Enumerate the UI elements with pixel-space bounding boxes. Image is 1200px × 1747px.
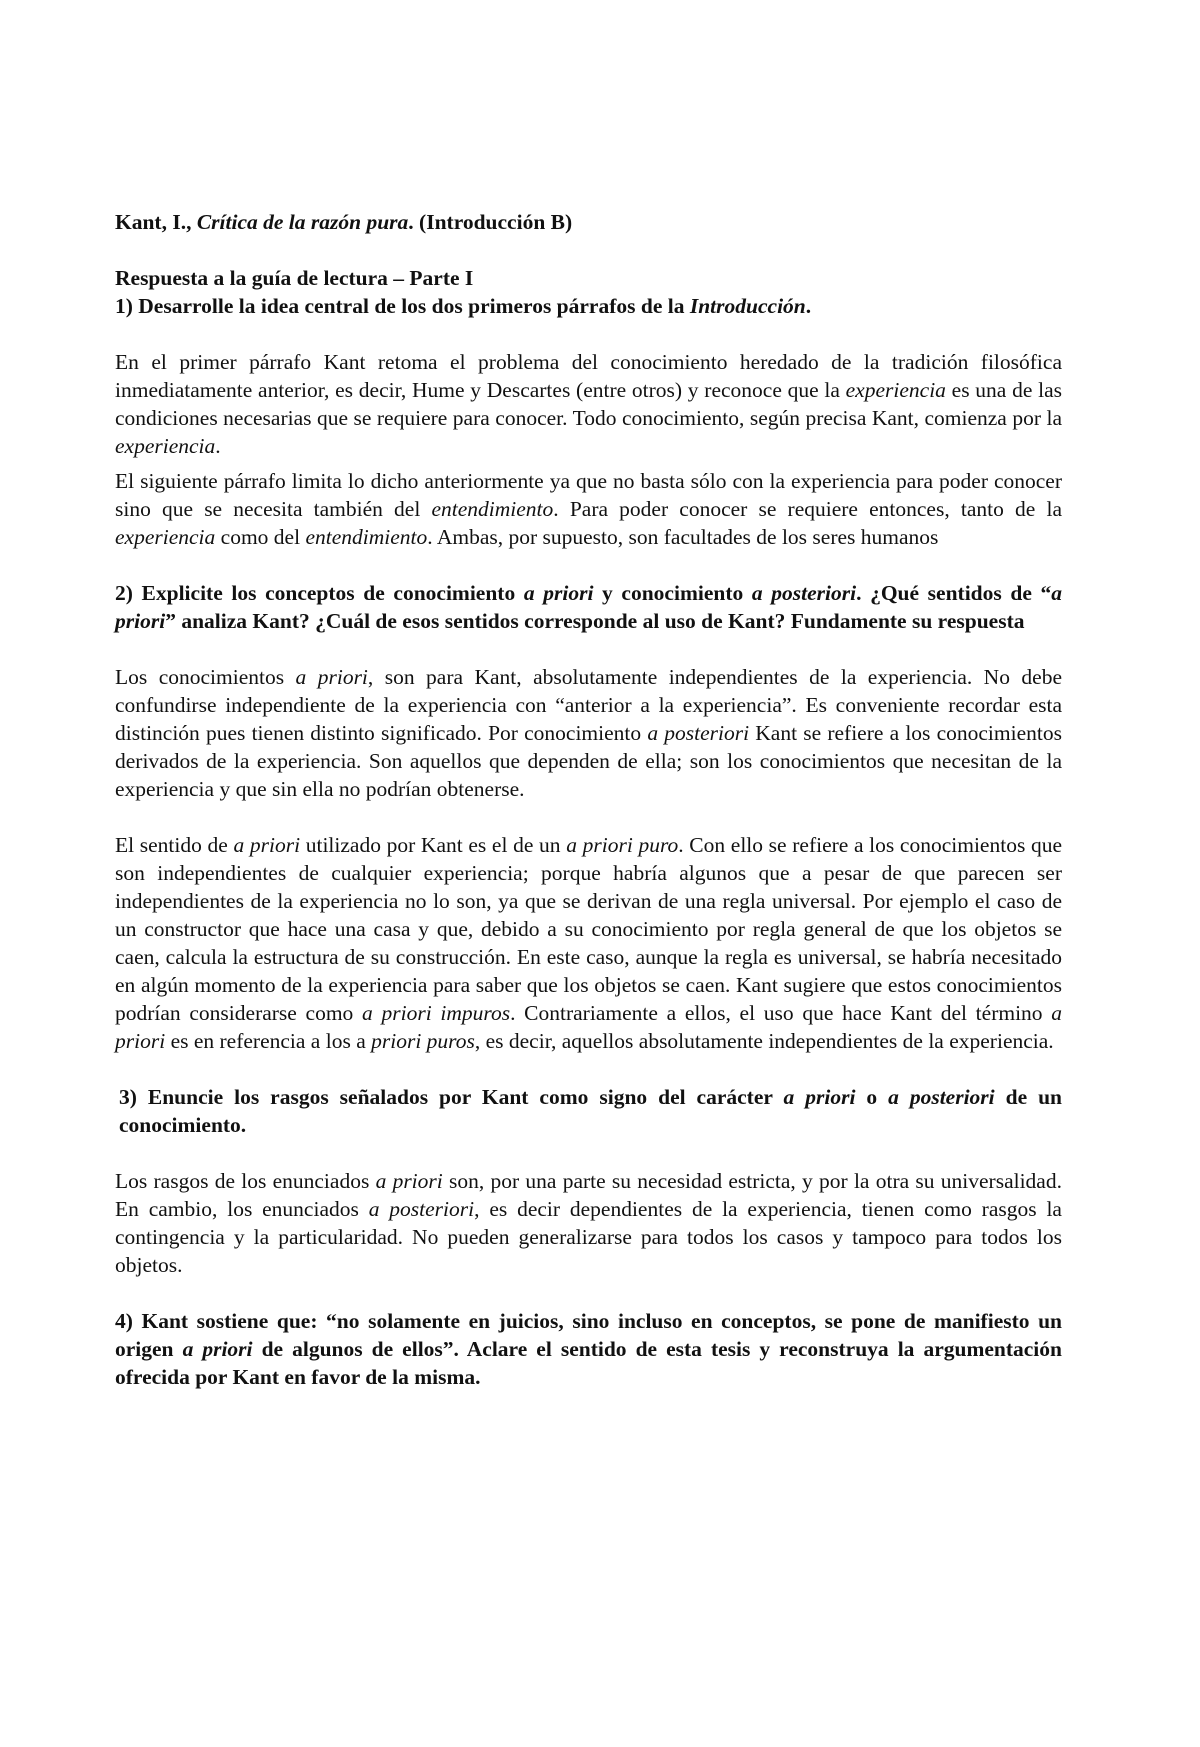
question-2: 2) Explicite los conceptos de conocimiento a priori y conocimiento a posteriori. ¿Qué sentidos de “a priori” analiza Kant? ¿Cuál de esos sentidos corresponde al uso de Kant? Fundamente su respuesta <box>115 581 1062 633</box>
answer-3-paragraph-1: Los rasgos de los enunciados a priori son, por una parte su necesidad estricta, y por la otra su universalidad. En cambio, los enunciados a posteriori, es decir dependientes de la experiencia, tienen como rasgos la contingencia y la particularidad. No pueden generalizarse para todos los casos y tampoco para todos los objetos. <box>115 1169 1062 1277</box>
question-4: 4) Kant sostiene que: “no solamente en juicios, sino incluso en conceptos, se pone de manifiesto un origen a priori de algunos de ellos”. Aclare el sentido de esta tesis y reconstruya la argumentación ofrecida por Kant en favor de la misma. <box>115 1309 1062 1389</box>
question-1-text: 1) Desarrolle la idea central de los dos primeros párrafos de la <box>115 294 690 318</box>
header-work-title: Crítica de la razón pura <box>196 210 409 234</box>
header-author: Kant, I., <box>115 210 197 234</box>
question-3: 3) Enuncie los rasgos señalados por Kant como signo del carácter a priori o a posteriori de un conocimiento. <box>119 1085 1062 1137</box>
question-1-italic: Introducción <box>689 294 806 318</box>
document-page <box>115 208 1062 1391</box>
answer-1-paragraph-2: El siguiente párrafo limita lo dicho anteriormente ya que no basta sólo con la experiencia para poder conocer sino que se necesita también del entendimiento. Para poder conocer se requiere entonces, tanto de la experiencia como del entendimiento. Ambas, por supuesto, son facultades de los seres humanos <box>115 469 1062 549</box>
question-1-end: . <box>805 294 812 318</box>
answer-1-paragraph-1: En el primer párrafo Kant retoma el problema del conocimiento heredado de la tradición filosófica inmediatamente anterior, es decir, Hume y Descartes (entre otros) y reconoce que la experiencia es una de las condiciones necesarias que se requiere para conocer. Todo conocimiento, según precisa Kant, comienza por la experiencia. <box>115 350 1062 458</box>
answer-2-paragraph-1: Los conocimientos a priori, son para Kant, absolutamente independientes de la experiencia. No debe confundirse independiente de la experiencia con “anterior a la experiencia”. Es conveniente recordar esta distinción pues tienen distinto significado. Por conocimiento a posteriori Kant se refiere a los conocimientos derivados de la experiencia. Son aquellos que dependen de ella; son los conocimientos que necesitan de la experiencia y que sin ella no podrían obtenerse. <box>115 665 1062 801</box>
header-tail: . (Introducción B) <box>408 210 573 234</box>
question-1 <box>115 292 1062 320</box>
answer-2-paragraph-2: El sentido de a priori utilizado por Kant es el de un a priori puro. Con ello se refiere a los conocimientos que son independientes de cualquier experiencia; porque habría algunos que a pesar de que parecen ser independientes de la experiencia no lo son, ya que se derivan de una regla universal. Por ejemplo el caso de un constructor que hace una casa y que, debido a su conocimiento por regla general de que los objetos se caen, calcula la estructura de su construcción. En este caso, aunque la regla es universal, se habría necesitado en algún momento de la experiencia para saber que los objetos se caen. Kant sugiere que estos conocimientos podrían considerarse como a priori impuros. Contrariamente a ellos, el uso que hace Kant del término a priori es en referencia a los a priori puros, es decir, aquellos absolutamente independientes de la experiencia. <box>115 833 1063 1053</box>
document-header <box>115 208 1062 236</box>
guide-title: Respuesta a la guía de lectura – Parte I <box>115 266 474 290</box>
